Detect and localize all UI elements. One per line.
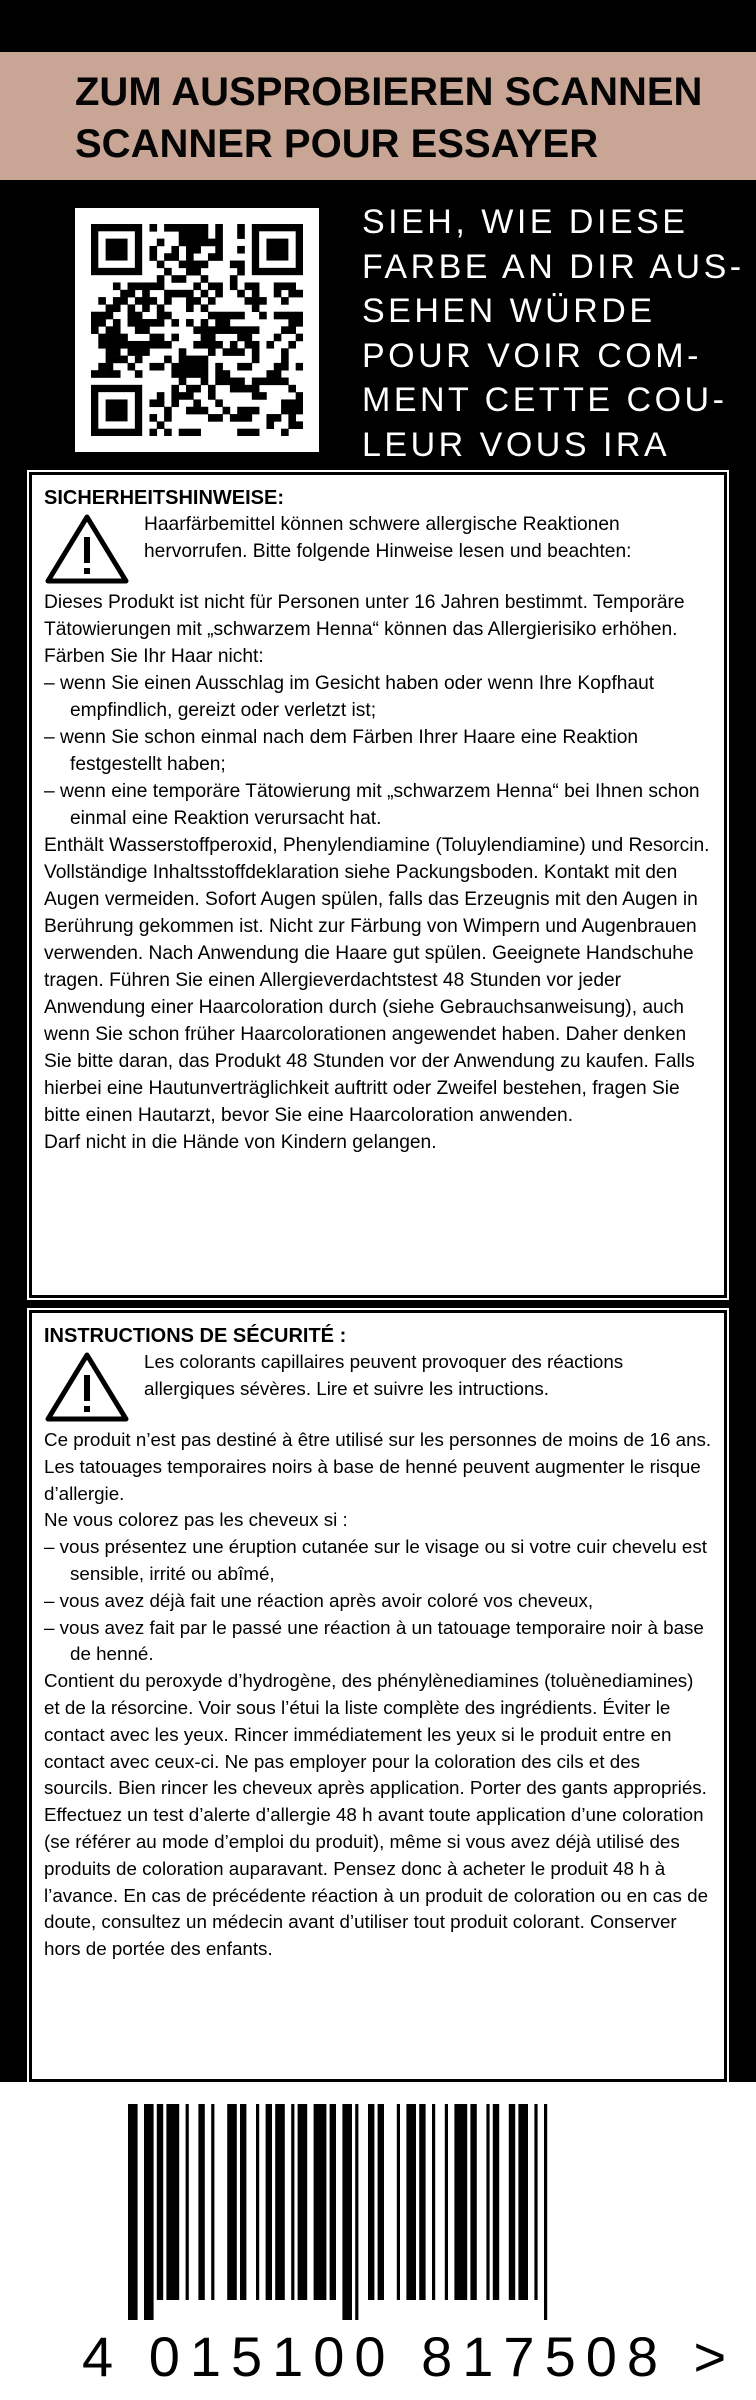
warning-title-fr: INSTRUCTIONS DE SÉCURITÉ :: [44, 1325, 347, 1347]
claim-line: FARBE AN DIR AUS-: [362, 247, 745, 286]
claim-line: LEUR VOUS IRA: [362, 425, 671, 464]
warning-bullet: – wenn Sie schon einmal nach dem Färben Ihrer Haare eine Reaktion festgestellt haben;: [44, 727, 639, 775]
qr-code-icon[interactable]: [75, 208, 319, 452]
claim-line: SIEH, WIE DIESE: [362, 203, 689, 241]
warning-lead-fr: Les colorants capillaires peuvent provoquer des réactions allergiques sévères. Lire et suivre les intructions.: [144, 1351, 624, 1399]
scan-banner: [0, 52, 756, 180]
try-on-claim: [362, 200, 745, 467]
warning-paragraph: Färben Sie Ihr Haar nicht:: [44, 646, 264, 667]
warning-triangle-icon: [44, 1351, 130, 1431]
warning-paragraph: Ne vous colorez pas les cheveux si :: [44, 1509, 348, 1531]
warning-triangle-icon: [44, 513, 130, 593]
warning-bullet: – wenn eine temporäre Tätowierung mit „schwarzem Henna“ bei Ihnen schon einmal eine Reaktion verursacht hat.: [44, 781, 700, 829]
banner-title-de: ZUM AUSPROBIEREN SCANNEN: [75, 70, 703, 114]
claim-line: POUR VOIR COM-: [362, 336, 702, 375]
warning-paragraph: Dieses Produkt ist nicht für Personen unter 16 Jahren bestimmt. Temporäre Tätowierungen mit „schwarzem Henna“ können das Allergierisiko erhöhen.: [44, 592, 685, 640]
warning-paragraph: Ce produit n’est pas destiné à être utilisé sur les personnes de moins de 16 ans. Les tatouages temporaires noirs à base de henné peuvent augmenter le risque d’allergie.: [44, 1429, 712, 1504]
banner-title-fr: SCANNER POUR ESSAYER: [75, 122, 599, 166]
warning-bullet: – vous avez fait par le passé une réaction à un tatouage temporaire noir à base de henné.: [44, 1616, 704, 1665]
warning-bullet: – vous avez déjà fait une réaction après avoir coloré vos cheveux,: [44, 1589, 594, 1611]
claim-line: MENT CETTE COU-: [362, 381, 728, 419]
safety-warning-de: [29, 472, 727, 1298]
warning-bullet: – vous présentez une éruption cutanée sur le visage ou si votre cuir chevelu est sensible, irrité ou abîmé,: [44, 1536, 707, 1584]
warning-bullet: – wenn Sie einen Ausschlag im Gesicht haben oder wenn Ihre Kopfhaut empfindlich, gereizt oder verletzt ist;: [44, 673, 655, 721]
warning-paragraph: Enthält Wasserstoffperoxid, Phenylendiamine (Toluylendiamine) und Resorcin. Vollständige Inhaltsstoffdeklaration siehe Packungsboden. Kontakt mit den Augen vermeiden. Sofort Augen spülen, falls das Erzeugnis mit den Augen in Berührung gekommen ist. Nicht zur Färbung von Wimpern und Augenbrauen verwenden. Nach Anwendung die Haare gut spülen. Geeignete Handschuhe tragen. Führen Sie einen Allergieverdachtstest 48 Stunden vor jeder Anwendung einer Haarcoloration durch (siehe Gebrauchsanweisung), auch wenn Sie schon früher Haarcolorationen angewendet haben. Daher denken Sie bitte daran, das Produkt 48 Stunden vor der Anwendung zu kaufen. Falls hierbei eine Hautunverträglichkeit auftritt oder Zweifel bestehen, fragen Sie bitte einen Hautarzt, bevor Sie eine Haarcoloration anwenden.: [44, 835, 710, 1126]
barcode-icon: [0, 2082, 756, 2400]
safety-warning-fr: [29, 1310, 727, 2082]
warning-paragraph: Darf nicht in die Hände von Kindern gelangen.: [44, 1132, 437, 1153]
claim-line: SEHEN WÜRDE: [362, 292, 656, 330]
warning-title-de: SICHERHEITSHINWEISE:: [44, 487, 285, 509]
warning-paragraph: Contient du peroxyde d’hydrogène, des phénylènediamines (toluènediamines) et de la résorcine. Voir sous l’étui la liste complète des ingrédients. Éviter le contact avec les yeux. Rincer immédiatement les yeux si le produit entre en contact avec ceux-ci. Ne pas employer pour la coloration des cils et des sourcils. Bien rincer les cheveux après application. Porter des gants appropriés. Effectuez un test d’alerte d’allergie 48 h avant toute application d’une coloration (se référer au mode d’emploi du produit), même si vous avez déjà utilisé des produits de coloration auparavant. Pensez donc à acheter le produit 48 h à l’avance. En cas de précédente réaction à un produit de coloration ou en cas de doute, consultez un médecin avant d’utiliser tout produit colorant. Conserver hors de portée des enfants.: [44, 1670, 709, 1960]
warning-lead-de: Haarfärbemittel können schwere allergische Reaktionen hervorrufen. Bitte folgende Hinweise lesen und beachten:: [144, 514, 632, 562]
barcode-number: 4 015100 817508 >: [82, 2325, 737, 2388]
